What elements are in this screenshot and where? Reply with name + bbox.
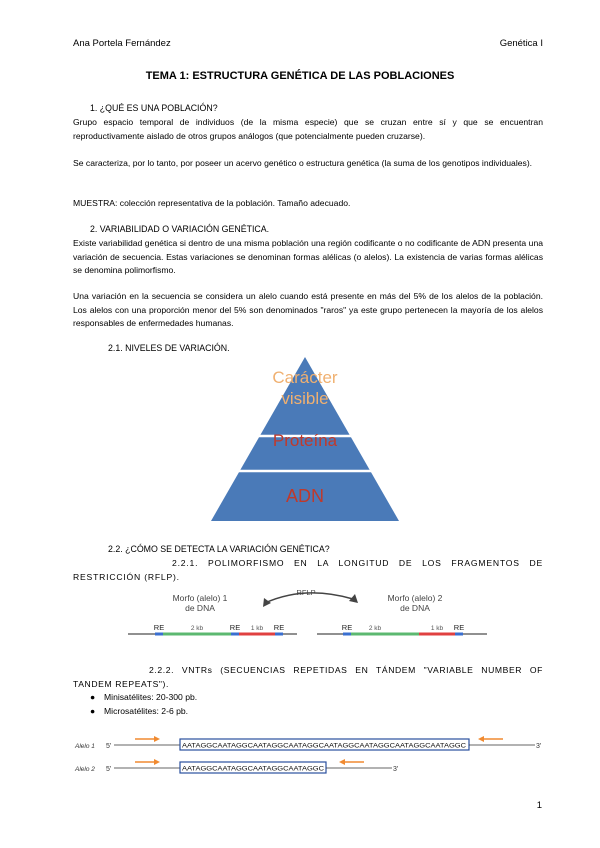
pyramid-middle-label: Proteína	[272, 431, 338, 450]
section-1-paragraph-1: Grupo espacio temporal de individuos (de la misma especie) que se cruzan entre sí y que se encuentran reproductivamente aislado de otros grupos análogos (que potencialmente pueden cruzarse).	[73, 117, 543, 141]
bullet-minisatellites-text: Minisatélites: 20-300 pb.	[104, 692, 198, 702]
rflp-right-site-2	[455, 633, 463, 636]
rflp-left-green-fragment	[163, 633, 231, 636]
page-number: 1	[536, 800, 542, 811]
section-1-paragraph-3: MUESTRA: colección representativa de la población. Tamaño adecuado.	[73, 198, 351, 208]
rflp-left-kb1: 1 kb	[250, 625, 264, 632]
section-1-heading: 1. ¿QUÉ ES UNA POBLACIÓN?	[90, 103, 218, 113]
vntr-allele1-label: Alelo 1	[75, 743, 95, 750]
bullet-microsatellites: ● Microsatélites: 2-6 pb.	[90, 706, 189, 716]
rflp-left-site-1	[155, 633, 163, 636]
section-1-paragraph-2: Se caracteriza, por lo tanto, por poseer un acervo genético o estructura genética (la suma de los genotipos individuales).	[73, 158, 533, 168]
page-title: TEMA 1: ESTRUCTURA GENÉTICA DE LAS POBLACIONES	[145, 70, 455, 82]
section-2-paragraph-2: Una variación en la secuencia se considera un alelo cuando está presente en más del 5% de los alelos de la población. Los alelos con una proporción menor del 5% son denominados "raros" ya este grupo pertenecen la mayoría de los alelos responsables de enfermedades humanas.	[73, 291, 543, 328]
header-subject: Genética I	[499, 38, 543, 49]
rflp-right-kb1: 1 kb	[430, 625, 444, 632]
bullet-microsatellites-text: Microsatélites: 2-6 pb.	[104, 706, 189, 716]
vntr-allele1-5prime: 5'	[106, 743, 112, 750]
bullet-minisatellites: ● Minisatélites: 20-300 pb.	[90, 692, 198, 702]
vntr-allele2-sequence: AATAGGCAATAGGCAATAGGCAATAGGC	[182, 765, 325, 773]
pyramid-top-line1: Carácter	[272, 368, 338, 387]
rflp-center-label: RFLP	[296, 588, 316, 597]
rflp-right-label-2: de DNA	[400, 603, 430, 613]
section-2-heading: 2. VARIABILIDAD O VARIACIÓN GENÉTICA.	[90, 224, 270, 234]
vntr-allele2-5prime: 5'	[106, 766, 112, 773]
rflp-left-site-3	[275, 633, 283, 636]
vntr-allele1-sequence: AATAGGCAATAGGCAATAGGCAATAGGCAATAGGCAATAGGCAATAGGCAATAGGC	[182, 742, 467, 750]
rflp-right-green-fragment	[351, 633, 419, 636]
vntr-allele1-primer-right-head	[478, 736, 484, 742]
rflp-left-re-2: RE	[229, 623, 241, 632]
rflp-left-kb2: 2 kb	[190, 625, 204, 632]
rflp-left-red-fragment	[239, 633, 275, 636]
rflp-left-label-1: Morfo (alelo) 1	[172, 593, 228, 603]
rflp-right-red-fragment	[419, 633, 455, 636]
vntr-diagram	[70, 732, 550, 777]
rflp-left-label-2: de DNA	[185, 603, 215, 613]
section-2-paragraph-1: Existe variabilidad genética si dentro de una misma población una región codificante o no codificante de ADN presenta una variación de secuencia. Estas variaciones se denominan formas alélicas (o alelos). La existencia de varias formas alélicas se denomina polimorfismo.	[73, 238, 543, 275]
section-2-1-heading: 2.1. NIVELES DE VARIACIÓN.	[108, 343, 230, 353]
pyramid-top-line2: visible	[281, 389, 329, 408]
vntr-allele2-label: Alelo 2	[75, 766, 95, 773]
pyramid-bottom-label: ADN	[285, 486, 325, 506]
rflp-right-re-1: RE	[341, 623, 353, 632]
rflp-diagram	[125, 585, 495, 643]
rflp-right-re-2: RE	[453, 623, 465, 632]
rflp-right-label-1: Morfo (alelo) 2	[387, 593, 443, 603]
variation-levels-pyramid	[205, 355, 405, 525]
vntr-allele2-primer-right-head	[339, 759, 345, 765]
vntr-allele1-primer-left-head	[154, 736, 160, 742]
rflp-arrowhead-left	[263, 598, 271, 607]
header-author: Ana Portela Fernández	[73, 38, 171, 49]
section-2-2-2-heading: 2.2.2. VNTRs (SECUENCIAS REPETIDAS EN TÁNDEM "VARIABLE NUMBER OF TANDEM REPEATS").	[73, 665, 543, 689]
rflp-left-re-3: RE	[273, 623, 285, 632]
vntr-allele2-3prime: 3'	[393, 766, 399, 773]
rflp-right-site-1	[343, 633, 351, 636]
vntr-allele1-3prime: 3'	[536, 743, 542, 750]
vntr-allele2-primer-left-head	[154, 759, 160, 765]
rflp-right-kb2: 2 kb	[368, 625, 382, 632]
section-2-2-1-heading: 2.2.1. POLIMORFISMO EN LA LONGITUD DE LOS FRAGMENTOS DE RESTRICCIÓN (RFLP).	[73, 558, 543, 582]
rflp-left-re-1: RE	[153, 623, 165, 632]
rflp-left-site-2	[231, 633, 239, 636]
section-2-2-heading: 2.2. ¿CÓMO SE DETECTA LA VARIACIÓN GENÉTICA?	[108, 544, 330, 554]
